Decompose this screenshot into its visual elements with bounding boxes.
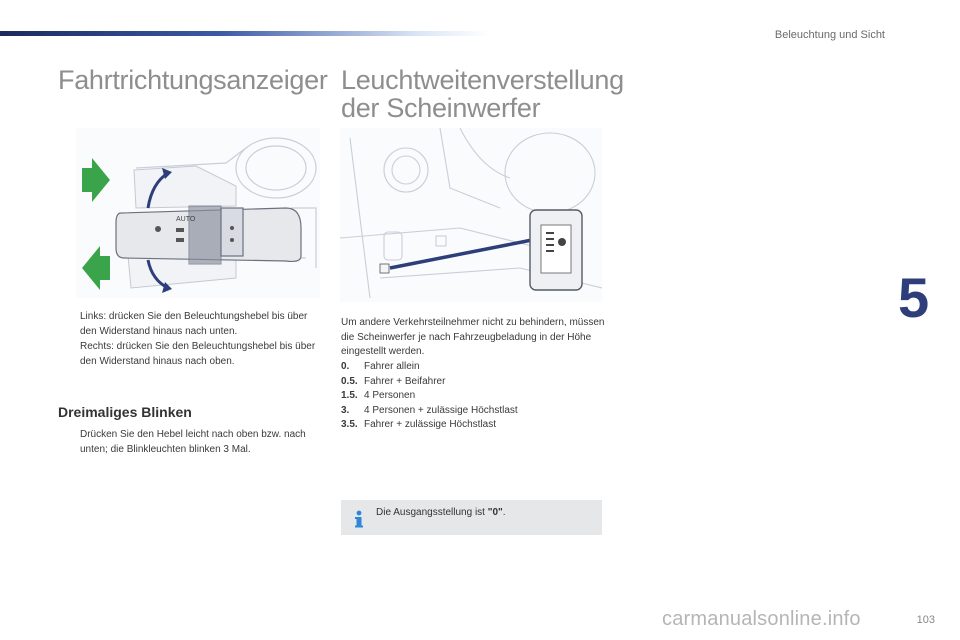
info-box [341,500,602,535]
left-turn-arrow-icon [82,246,110,290]
leveling-positions-list [341,360,611,433]
auto-label: AUTO [176,216,196,223]
chapter-number: 5 [898,266,930,329]
subheading-triple-flash: Dreimaliges Blinken [58,404,192,420]
section-title: Beleuchtung und Sicht [774,29,885,41]
list-item: Rechts: drücken Sie den Beleuchtungshebel bis über den Widerstand hinaus nach oben. [80,341,316,367]
right-turn-arrow-icon [82,158,110,202]
list-item: 3.5. Fahrer + zulässige Höchstlast [341,419,497,430]
leveling-intro: Um andere Verkehrsteilnehmer nicht zu behindern, müssen die Scheinwerfer je nach Fahrzeugbeladung in der Höhe eingestellt werden. [341,317,605,357]
list-item: Links: drücken Sie den Beleuchtungshebel bis über den Widerstand hinaus nach unten. [80,311,308,337]
right-title-line2: der Scheinwerfer [341,93,541,123]
headlamp-leveling-figure [340,128,602,302]
right-title-line1: Leuchtweitenverstellung [341,65,624,95]
page-number: 103 [916,614,935,626]
info-icon [352,510,366,528]
list-item: 0.5. Fahrer + Beifahrer [341,375,446,387]
info-text: Die Ausgangsstellung ist "0". [376,507,506,518]
turn-signal-stalk-figure [76,128,320,298]
triple-flash-instructions [58,427,320,457]
watermark: carmanualsonline.info [662,608,861,630]
list-item: 0. Fahrer allein [341,361,420,372]
turn-signal-instructions [58,309,320,369]
left-section-title: Fahrtrichtungsanzeiger [58,65,328,95]
list-item: 3. 4 Personen + zulässige Höchstlast [341,404,518,416]
list-item: Drücken Sie den Hebel leicht nach oben bzw. nach unten; die Blinkleuchten blinken 3 Mal. [80,429,306,455]
right-section-title [341,65,624,123]
list-item: 1.5. 4 Personen [341,390,416,401]
header-accent-bar [0,31,490,36]
